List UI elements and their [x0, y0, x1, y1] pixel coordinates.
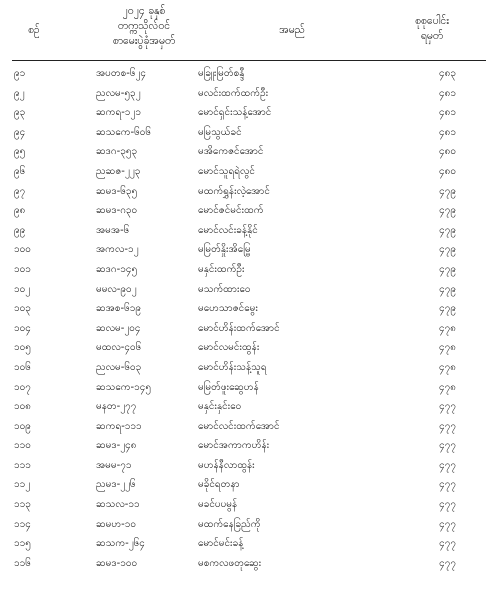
exam-seat-number-cell: ဆမဟ-၁၀ — [96, 518, 137, 530]
header-exam-line-3: စာမေးပွဲခုံအမှတ် — [112, 35, 176, 47]
student-name-cell: မခြူးမြတ်စန္ဒီ — [198, 68, 245, 79]
serial-number-cell: ၁၀၈ — [14, 401, 31, 413]
exam-seat-number-cell: ညလမ-၆၀၃ — [96, 361, 142, 373]
total-marks-cell: ၄၇၉ — [439, 283, 456, 295]
table-row — [0, 64, 495, 84]
table-row — [0, 280, 495, 300]
serial-number-cell: ၁၀၃ — [14, 303, 31, 315]
serial-number-cell: ၁၁၅ — [14, 538, 31, 550]
exam-seat-number-cell: ဆလမ-၂၀၄ — [96, 322, 141, 334]
exam-seat-number-cell: ညဆဇ-၂၂၃ — [96, 165, 141, 177]
total-marks-cell: ၄၇၈ — [439, 322, 456, 334]
total-marks-cell: ၄၇၇ — [439, 459, 456, 471]
exam-seat-number-cell: ညမဒ-၂၂၆ — [96, 479, 136, 491]
serial-number-cell: ၁၀၆ — [14, 361, 31, 373]
serial-number-cell: ၁၀၅ — [14, 342, 31, 354]
exam-seat-number-cell: ဆမဒ-ဂ၃၀ — [96, 205, 138, 217]
student-name-cell: မမြတ်ဖူးဆွေဟန် — [198, 381, 259, 393]
serial-number-cell: ၁၁၀ — [14, 440, 31, 452]
student-name-cell: မောင်ဇင်မင်းထက် — [198, 205, 264, 217]
student-name-cell: မောင်လင်းထက်အောင် — [198, 420, 280, 432]
student-name-cell: မောင်လင်းခန့်နိုင် — [198, 224, 258, 236]
serial-number-cell: ၉၁ — [14, 68, 26, 79]
total-marks-cell: ၄၈၀ — [439, 146, 456, 158]
exam-seat-number-cell: ဆမဒ-၂၄၈ — [96, 440, 137, 452]
total-marks-cell: ၄၇၇ — [439, 440, 456, 452]
total-marks-cell: ၄၈၁ — [439, 107, 456, 119]
header-name: အမည် — [279, 24, 305, 36]
table-row — [0, 475, 495, 495]
header-divider — [12, 60, 486, 61]
total-marks-cell: ၄၇၈ — [439, 342, 456, 354]
total-marks-cell: ၄၇၉ — [439, 205, 456, 217]
serial-number-cell: ၉၂ — [14, 87, 25, 99]
table-row — [0, 397, 495, 417]
serial-number-cell: ၉၄ — [14, 126, 26, 138]
table-row — [0, 201, 495, 221]
exam-seat-number-cell: အမမ-၇၁ — [96, 459, 132, 471]
student-name-cell: မနှင်းနှင်းဝေ — [198, 401, 242, 413]
total-marks-cell: ၄၇၉ — [439, 263, 456, 275]
exam-seat-number-cell: ဆသကေ-၁၄၅ — [96, 381, 152, 393]
table-row — [0, 319, 495, 339]
student-name-cell: မောင်မင်းခန့် — [198, 538, 244, 550]
serial-number-cell: ၉၃ — [14, 107, 26, 119]
table-row — [0, 554, 495, 574]
exam-seat-number-cell: ဆသကေ-၆၀၆ — [96, 126, 152, 138]
total-marks-cell: ၄၈၁ — [439, 87, 456, 99]
exam-seat-number-cell: မနတ-၂၇၇ — [96, 401, 137, 413]
header-marks-line-1: စုစုပေါင်း — [415, 15, 449, 27]
total-marks-cell: ၄၈၃ — [439, 68, 456, 79]
table-row — [0, 123, 495, 143]
table-row — [0, 338, 495, 358]
table-row — [0, 142, 495, 162]
total-marks-cell: ၄၇၈ — [439, 381, 456, 393]
serial-number-cell: ၁၁၃ — [14, 499, 31, 511]
exam-seat-number-cell: ဆသက-၂၆၄ — [96, 538, 145, 550]
total-marks-cell: ၄၇၉ — [439, 185, 456, 197]
total-marks-cell: ၄၇၉ — [439, 224, 456, 236]
table-row — [0, 495, 495, 515]
total-marks-cell: ၄၇၇ — [439, 479, 456, 491]
table-row — [0, 358, 495, 378]
table-row — [0, 417, 495, 437]
serial-number-cell: ၉၅ — [14, 146, 26, 158]
total-marks-cell: ၄၈၁ — [439, 126, 456, 138]
total-marks-cell: ၄၇၇ — [439, 401, 456, 413]
table-row — [0, 260, 495, 280]
student-name-cell: မောင်ဟိန်းထက်အောင် — [198, 322, 280, 334]
table-row — [0, 515, 495, 535]
student-name-cell: မစကလဖတုဆွေး — [198, 557, 262, 569]
student-name-cell: မောင်အကာကဟိန်း — [198, 440, 270, 452]
exam-seat-number-cell: ဆဒဂ-၁၄၅ — [96, 263, 138, 275]
serial-number-cell: ၁၀၉ — [14, 420, 31, 432]
header-serial-number: စဉ် — [28, 24, 40, 36]
exam-seat-number-cell: မမလ-၉၀၂ — [96, 283, 137, 295]
header-total-marks — [390, 14, 474, 44]
serial-number-cell: ၁၁၁ — [14, 459, 31, 471]
results-table-body — [0, 64, 495, 573]
student-name-cell: မခိုင်ရတနာ — [198, 479, 240, 491]
table-row — [0, 534, 495, 554]
student-name-cell: မောင်သူရရဲလွင် — [198, 165, 255, 177]
serial-number-cell: ၉၆ — [14, 165, 26, 177]
serial-number-cell: ၁၁၂ — [14, 479, 31, 491]
table-row — [0, 378, 495, 398]
total-marks-cell: ၄၇၉ — [439, 303, 456, 315]
serial-number-cell: ၁၀၄ — [14, 322, 31, 334]
student-name-cell: မနှင်းထက်ဦး — [198, 263, 245, 275]
exam-seat-number-cell: အပတစ-၆၂၄ — [96, 68, 147, 79]
exam-seat-number-cell: အကလ-၁၂ — [96, 244, 139, 256]
exam-seat-number-cell: ဆမဒ-၆၃၅ — [96, 185, 138, 197]
serial-number-cell: ၁၀၂ — [14, 283, 31, 295]
student-name-cell: မောင်လမင်းထွန်း — [198, 342, 260, 354]
table-row — [0, 221, 495, 241]
serial-number-cell: ၉၈ — [14, 205, 26, 217]
table-row — [0, 84, 495, 104]
total-marks-cell: ၄၇၇ — [439, 420, 456, 432]
exam-seat-number-cell: ဆသလ-၁၁ — [96, 499, 140, 511]
table-row — [0, 103, 495, 123]
exam-seat-number-cell: ညလမ-၅၃၂ — [96, 87, 141, 99]
table-row — [0, 456, 495, 476]
table-row — [0, 240, 495, 260]
student-name-cell: မောင်ဟိန်းသန့်သူရ — [198, 361, 267, 373]
student-name-cell: မောင်ရှင်းသန့်အောင် — [198, 107, 272, 119]
exam-seat-number-cell: အမအ-၆ — [96, 224, 130, 236]
exam-seat-number-cell: ဆမဒ-၁၀၀ — [96, 557, 138, 569]
serial-number-cell: ၁၀၁ — [14, 263, 31, 275]
student-name-cell: မအိကေဇင်အောင် — [198, 146, 264, 158]
student-name-cell: မဟေသာဇင်မွေး — [198, 303, 258, 315]
total-marks-cell: ၄၇၉ — [439, 244, 456, 256]
table-row — [0, 436, 495, 456]
serial-number-cell: ၁၀၀ — [14, 244, 31, 256]
serial-number-cell: ၉၇ — [14, 185, 26, 197]
serial-number-cell: ၉၉ — [14, 224, 26, 236]
header-exam-seat-number — [84, 4, 204, 49]
header-marks-line-2: ရမှတ် — [420, 30, 444, 42]
serial-number-cell: ၁၁၄ — [14, 518, 31, 530]
serial-number-cell: ၁၁၆ — [14, 557, 31, 569]
student-name-cell: မထက်နေခြည်ကို — [198, 518, 261, 530]
exam-seat-number-cell: ဆဒဂ-၃၅၃ — [96, 146, 138, 158]
table-row — [0, 182, 495, 202]
table-header — [0, 0, 495, 58]
total-marks-cell: ၄၇၇ — [439, 557, 456, 569]
total-marks-cell: ၄၇၇ — [439, 518, 456, 530]
header-exam-line-2: တက္ကသိုလ်ဝင် — [117, 20, 171, 32]
exam-seat-number-cell: မထလ-၄၀၆ — [96, 342, 142, 354]
student-name-cell: မမြသွယ်ခင် — [198, 126, 242, 138]
exam-seat-number-cell: ဆအစ-၆၁၉ — [96, 303, 141, 315]
student-name-cell: မဟန်နီလာထွန်း — [198, 459, 255, 471]
serial-number-cell: ၁၀၇ — [14, 381, 31, 393]
student-name-cell: မခင်ပပမွန် — [198, 499, 238, 511]
student-name-cell: မထက်ရွှန်းလဲ့အောင် — [198, 185, 270, 197]
total-marks-cell: ၄၈၀ — [439, 165, 456, 177]
student-name-cell: မလင်းထက်ထက်ဦး — [198, 87, 269, 99]
total-marks-cell: ၄၇၇ — [439, 499, 456, 511]
total-marks-cell: ၄၇၈ — [439, 361, 456, 373]
table-row — [0, 299, 495, 319]
student-name-cell: မမြတ်နှိုးအိမ္ဗြေ — [198, 244, 251, 256]
student-name-cell: မသက်ထားဝေ — [198, 283, 251, 295]
exam-seat-number-cell: ဆကရ-၁၂၁ — [96, 107, 141, 119]
table-row — [0, 162, 495, 182]
total-marks-cell: ၄၇၇ — [439, 538, 456, 550]
exam-seat-number-cell: ဆကရ-၁၁၁ — [96, 420, 142, 432]
header-exam-line-1: ၂၀၂၄ ခုနှစ် — [122, 5, 166, 17]
